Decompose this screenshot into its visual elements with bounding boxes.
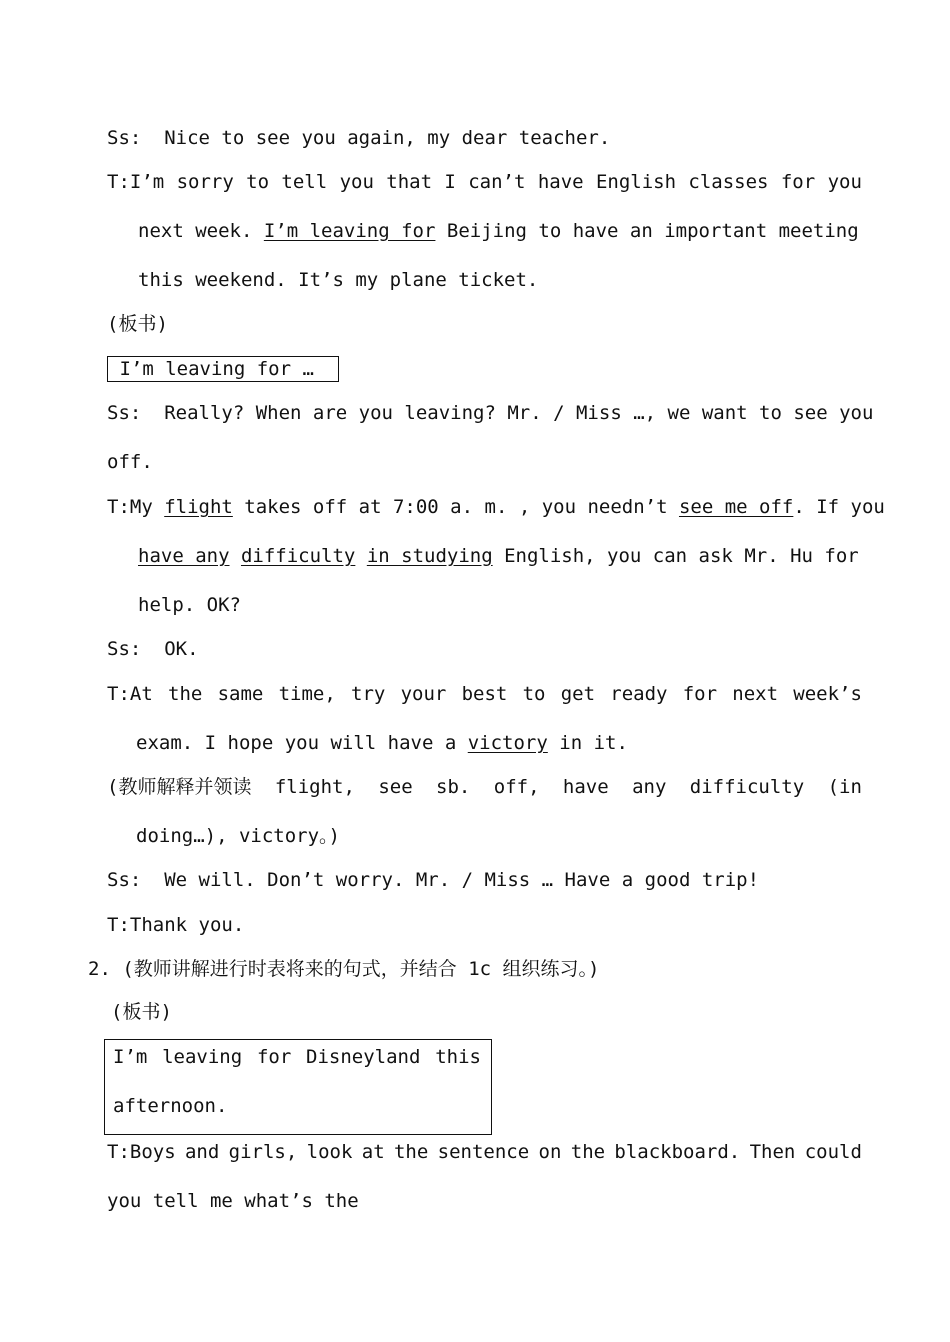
underlined-have-any: have any (138, 545, 230, 567)
underlined-victory: victory (467, 732, 548, 754)
line-t-sorry: T:I’m sorry to tell you that I can’t have English classes for you (107, 171, 862, 193)
line-section-2: 2. (教师讲解进行时表将来的句式，并结合 1c 组织练习。) (88, 958, 600, 980)
line-t-thank-you: T:Thank you. (107, 914, 245, 936)
box-line-1: I’m leaving for Disneyland this (113, 1046, 481, 1068)
line-teacher-explains: (教师解释并领读 flight, see sb. off, have any difficulty (in (107, 776, 862, 798)
line-ss-greeting: Ss: Nice to see you again, my dear teacher. (107, 127, 611, 149)
line-this-weekend: this weekend. It’s my plane ticket. (138, 269, 539, 291)
line-t-flight: T:My flight takes off at 7:00 a. m. , you needn’t see me off. If you (107, 496, 885, 518)
line-have-any-difficulty: have any difficulty in studying English, you can ask Mr. Hu for (138, 545, 859, 567)
line-t-same-time: T:At the same time, try your best to get ready for next week’s (107, 683, 862, 705)
line-blackboard-note-2: (板书) (111, 1001, 172, 1023)
underlined-phrase-see-me-off: see me off (678, 496, 794, 518)
line-ss-we-will: Ss: We will. Don’t worry. Mr. / Miss … Have a good trip! (107, 869, 760, 891)
underlined-in-studying: in studying (366, 545, 493, 567)
line-ss-ok: Ss: OK. (107, 638, 199, 660)
line-doing-victory: doing…), victory。) (136, 825, 340, 847)
underlined-word-flight: flight (164, 496, 233, 518)
line-ss-really: Ss: Really? When are you leaving? Mr. / Miss …, we want to see you (107, 402, 874, 424)
line-t-boys-and-girls: T:Boys and girls, look at the sentence on the blackboard. Then could (107, 1141, 862, 1163)
line-next-week: next week. I’m leaving for Beijing to have an important meeting (138, 220, 859, 242)
line-blackboard-note: (板书) (107, 313, 168, 335)
underlined-phrase: I’m leaving for (263, 220, 436, 242)
line-exam-victory: exam. I hope you will have a victory in it. (136, 732, 628, 754)
blackboard-box-leaving-for: I’m leaving for … (107, 356, 339, 382)
line-help-ok: help. OK? (138, 594, 241, 616)
line-off: off. (107, 451, 153, 473)
underlined-difficulty: difficulty (240, 545, 356, 567)
line-you-tell-me: you tell me what’s the (107, 1190, 359, 1212)
box-line-2: afternoon. (113, 1095, 228, 1117)
